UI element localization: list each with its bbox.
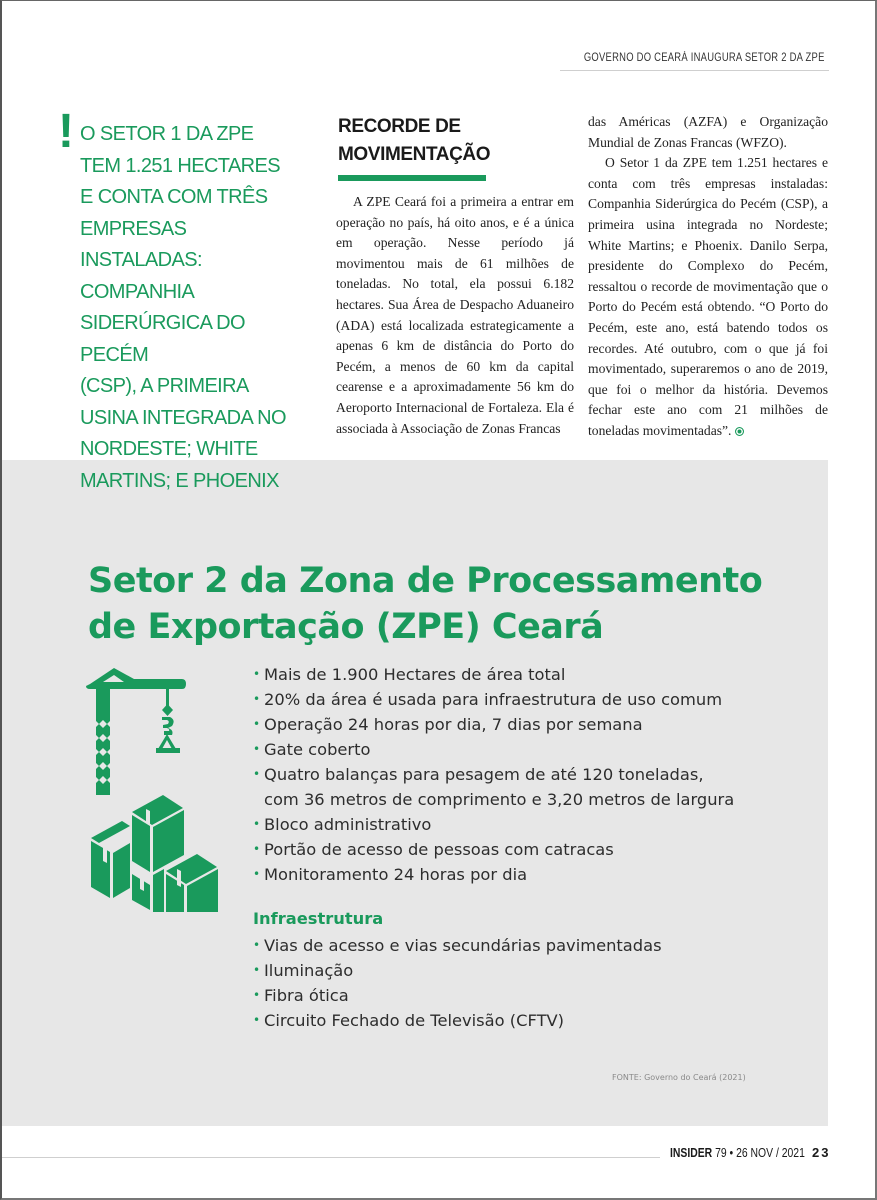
page-number: 23 (812, 1145, 831, 1160)
bullet-icon: • (253, 963, 261, 977)
article-paragraph-text: O Setor 1 da ZPE tem 1.251 hectares e conta com três empresas instaladas: Companhia Siderúrgica do Pecém (CSP), a primeira usina integrada no Nordeste; White Martins; e Phoenix. Danilo Serpa, presidente do Complexo do Pecém, ressaltou o recorde de movimentação que o Porto do Pecém está obtendo. “O Porto do Pecém, este ano, está batendo todos os recordes. Até outubro, com o que já foi movimentado, superaremos o ano de 2019, que foi o melhor da história. Devemos fechar este ano com 21 milhões de toneladas movimentadas”. (588, 155, 828, 438)
bullet-icon: • (253, 867, 261, 881)
source-credit: FONTE: Governo do Ceará (2021) (612, 1073, 746, 1082)
infobox-title: Setor 2 da Zona de Processamento de Exportação (ZPE) Ceará (88, 561, 763, 647)
feature-item (253, 837, 734, 862)
article-paragraph (588, 153, 828, 441)
feature-text: Quatro balanças para pesagem de até 120 toneladas, com 36 metros de comprimento e 3,20 metros de largura (264, 765, 735, 809)
features-list (253, 662, 734, 887)
bullet-icon: • (253, 667, 261, 681)
feature-text: 20% da área é usada para infraestrutura de uso comum (264, 690, 723, 709)
feature-text: Bloco administrativo (264, 815, 432, 834)
section-heading: RECORDE DE MOVIMENTAÇÃO (338, 116, 491, 165)
feature-text: Monitoramento 24 horas por dia (264, 865, 528, 884)
feature-text: Mais de 1.900 Hectares de área total (264, 665, 566, 684)
article-column-1 (336, 192, 574, 439)
feature-item (253, 737, 734, 762)
pull-quote-text: O SETOR 1 DA ZPE TEM 1.251 HECTARES E CONTA COM TRÊS EMPRESAS INSTALADAS: COMPANHIA SIDERÚRGICA DO PECÉM (CSP), A PRIMEIRA USINA INTEGRADA NO NORDESTE; WHITE MARTINS; E PHOENIX (80, 123, 286, 492)
article-paragraph: A ZPE Ceará foi a primeira a entrar em operação no país, há oito anos, e é a única em operação. Nesse período já movimentou mais de 61 milhões de toneladas. No total, ela possui 6.182 hectares. Sua Área de Despacho Aduaneiro (ADA) está localizada estrategicamente a apenas 6 km de distância do Porto do Pecém, a menos de 60 km da capital cearense e a aproximadamente 56 km do Aeroporto Internacional de Fortaleza. Ela é associada à Associação de Zonas Francas (336, 194, 574, 436)
feature-text: Portão de acesso de pessoas com catracas (264, 840, 614, 859)
infrastructure-item (253, 983, 662, 1008)
bullet-icon: • (253, 717, 261, 731)
infrastructure-list (253, 933, 662, 1033)
folio (670, 1145, 805, 1160)
infrastructure-item (253, 958, 662, 983)
magazine-name: INSIDER (670, 1145, 713, 1160)
feature-item (253, 712, 734, 737)
footer-rule (2, 1157, 660, 1158)
feature-item (253, 662, 734, 687)
infrastructure-text: Vias de acesso e vias secundárias pavimentadas (264, 936, 662, 955)
header-rule (560, 70, 829, 71)
section-heading-underline (338, 175, 486, 181)
feature-item (253, 687, 734, 712)
bullet-icon: • (253, 742, 261, 756)
infrastructure-text: Fibra ótica (264, 986, 349, 1005)
infrastructure-text: Circuito Fechado de Televisão (CFTV) (264, 1011, 565, 1030)
crane-and-boxes-icon (86, 664, 236, 912)
feature-text: Gate coberto (264, 740, 371, 759)
running-header: GOVERNO DO CEARÁ INAUGURA SETOR 2 DA ZPE (584, 52, 825, 64)
feature-item (253, 862, 734, 887)
exclamation-mark-icon: ! (58, 108, 74, 156)
feature-text: Operação 24 horas por dia, 7 dias por semana (264, 715, 643, 734)
bullet-icon: • (253, 1013, 261, 1027)
feature-item (253, 762, 734, 812)
bullet-icon: • (253, 692, 261, 706)
bullet-icon: • (253, 842, 261, 856)
feature-item (253, 812, 734, 837)
infrastructure-item (253, 1008, 662, 1033)
article-column-2 (588, 112, 828, 442)
end-of-article-icon (735, 427, 744, 436)
issue-date: 79 • 26 NOV / 2021 (715, 1145, 805, 1160)
bullet-icon: • (253, 817, 261, 831)
bullet-icon: • (253, 938, 261, 952)
infrastructure-heading: Infraestrutura (253, 909, 384, 928)
infrastructure-item (253, 933, 662, 958)
pull-quote (58, 108, 308, 492)
infrastructure-text: Iluminação (264, 961, 354, 980)
bullet-icon: • (253, 988, 261, 1002)
article-paragraph-continuation: das Américas (AZFA) e Organização Mundial de Zonas Francas (WFZO). (588, 114, 828, 150)
bullet-icon: • (253, 767, 261, 781)
